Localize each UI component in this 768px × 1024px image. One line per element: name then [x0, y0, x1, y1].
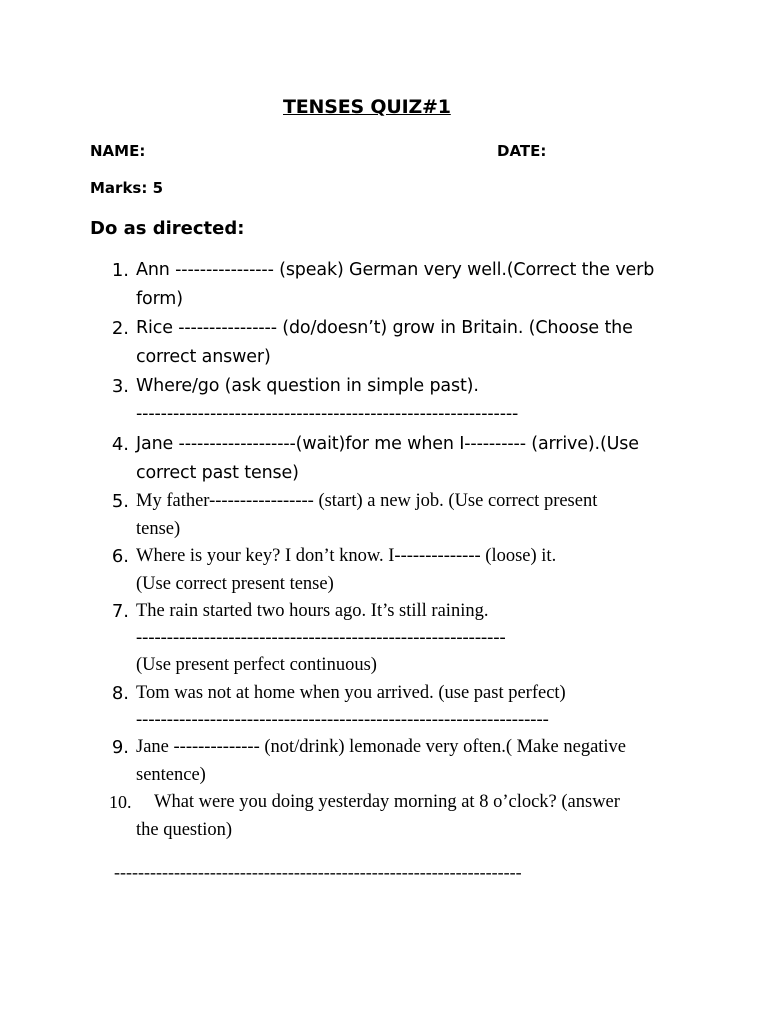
marks-label: Marks: 5 — [90, 179, 164, 197]
answer-blank: ------------------------------------------------------------------- — [136, 710, 549, 730]
answer-blank-line: -------------------------------------------------------------------- — [114, 862, 522, 882]
question-number: 4. — [111, 434, 129, 455]
question-text: Rice ---------------- (do/doesn’t) grow in Britain. (Choose the — [136, 318, 633, 338]
date-label: DATE: — [497, 142, 547, 160]
question-number: 6. — [111, 546, 129, 567]
name-label: NAME: — [90, 142, 146, 160]
question-number: 10. — [109, 792, 132, 812]
question-number: 5. — [111, 491, 129, 512]
question-text: The rain started two hours ago. It’s still raining. — [136, 601, 489, 621]
question-text: Jane -------------------(wait)for me when I---------- (arrive).(Use — [136, 434, 639, 454]
question-text: tense) — [136, 519, 181, 539]
question-text: the question) — [136, 820, 233, 840]
question-number: 3. — [111, 376, 129, 397]
question-text: What were you doing yesterday morning at 8 o’clock? (answer — [154, 792, 620, 812]
question-text: (Use present perfect continuous) — [136, 655, 377, 675]
question-text: My father----------------- (start) a new job. (Use correct present — [136, 491, 598, 511]
question-number: 9. — [111, 737, 129, 758]
question-text: correct past tense) — [136, 463, 299, 483]
question-text: Where is your key? I don’t know. I-------------- (loose) it. — [136, 546, 557, 566]
question-text: Jane -------------- (not/drink) lemonade very often.( Make negative — [136, 737, 627, 757]
question-text: sentence) — [136, 765, 206, 785]
instructions-heading: Do as directed: — [90, 218, 245, 239]
question-text: Ann ---------------- (speak) German very well.(Correct the verb — [136, 260, 655, 280]
answer-blank: ------------------------------------------------------------ — [136, 628, 506, 648]
question-number: 7. — [111, 601, 129, 622]
answer-blank: -------------------------------------------------------------- — [136, 404, 519, 424]
page-title: TENSES QUIZ#1 — [283, 96, 451, 118]
question-text: Tom was not at home when you arrived. (use past perfect) — [136, 683, 566, 703]
question-number: 1. — [111, 260, 129, 281]
question-number: 2. — [111, 318, 129, 339]
question-text: (Use correct present tense) — [136, 574, 334, 594]
question-text: correct answer) — [136, 347, 271, 367]
question-number: 8. — [111, 683, 129, 704]
question-text: Where/go (ask question in simple past). — [136, 376, 479, 396]
question-text: form) — [136, 289, 183, 309]
